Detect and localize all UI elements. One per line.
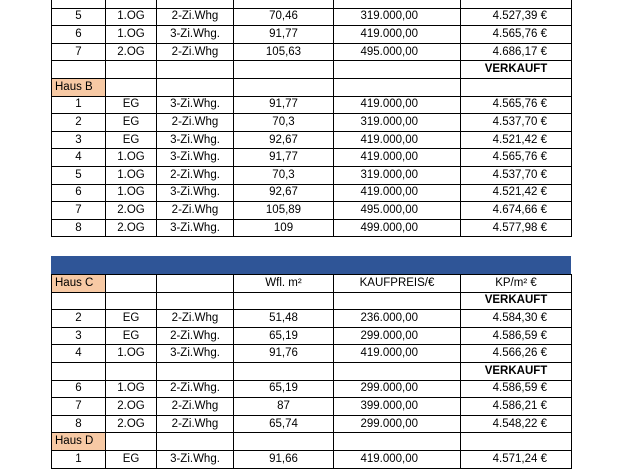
cell-unit-number: 7 <box>52 398 106 416</box>
table-row <box>52 8 572 26</box>
cell-purchase-price <box>334 0 461 8</box>
table-row <box>52 202 572 220</box>
cell-apartment-type: 3-Zi.Whg. <box>157 149 234 167</box>
cell-apartment-type: 2-Zi.Whg <box>157 310 234 328</box>
cell-floor: EG <box>106 131 157 149</box>
cell-price-per-m2: 4.565,76 € <box>461 26 572 44</box>
cell-floor: 1.OG <box>106 8 157 26</box>
cell-unit-number: 4 <box>52 149 106 167</box>
cell-floor: 2.OG <box>106 415 157 433</box>
cell-price-per-m2: 4.565,76 € <box>461 149 572 167</box>
cell-floor: 2.OG <box>106 219 157 237</box>
cell-living-area: 65,19 <box>234 327 334 345</box>
cell-purchase-price: 319.000,00 <box>334 166 461 184</box>
cell-price-per-m2: 4.537,70 € <box>461 114 572 132</box>
cell-empty <box>157 275 234 293</box>
cell-empty <box>234 433 334 451</box>
cell-living-area: 105,89 <box>234 202 334 220</box>
cell-unit-number: 7 <box>52 202 106 220</box>
cell-unit-number: 8 <box>52 415 106 433</box>
cell-price-per-m2: 4.577,98 € <box>461 219 572 237</box>
cell-apartment-type: 2-Zi.Whg <box>157 8 234 26</box>
cell-unit-number: 1 <box>52 96 106 114</box>
table-row <box>52 166 572 184</box>
cell-apartment-type: 3-Zi.Whg. <box>157 345 234 363</box>
cell-purchase-price: 419.000,00 <box>334 184 461 202</box>
table-row <box>52 450 572 468</box>
cell-purchase-price: 419.000,00 <box>334 96 461 114</box>
haus-header-row <box>52 275 572 293</box>
table-row <box>52 184 572 202</box>
cell-unit-number: 2 <box>52 310 106 328</box>
cell-living-area: 65,19 <box>234 380 334 398</box>
cell-living-area: 65,74 <box>234 415 334 433</box>
haus-label: Haus C <box>52 275 106 293</box>
cell-empty <box>234 61 334 79</box>
table-row <box>52 327 572 345</box>
cell-floor: 1.OG <box>106 26 157 44</box>
cell-empty <box>334 433 461 451</box>
cell-apartment-type: 2-Zi.Whg <box>157 398 234 416</box>
cell-apartment-type: 2-Zi.Whg <box>157 202 234 220</box>
cell-living-area: 92,67 <box>234 184 334 202</box>
status-badge: VERKAUFT <box>461 362 572 380</box>
cell-living-area: 51,48 <box>234 310 334 328</box>
cell-empty <box>334 61 461 79</box>
cell-purchase-price: 495.000,00 <box>334 202 461 220</box>
cell-apartment-type: 3-Zi.Whg. <box>157 26 234 44</box>
cell-purchase-price: 299.000,00 <box>334 327 461 345</box>
cell-purchase-price: 319.000,00 <box>334 8 461 26</box>
cell-price-per-m2: 4.686,17 € <box>461 43 572 61</box>
cell-empty <box>157 433 234 451</box>
cell-empty <box>234 362 334 380</box>
cell-purchase-price: 236.000,00 <box>334 310 461 328</box>
haus-header-row <box>52 78 572 96</box>
cell-purchase-price: 495.000,00 <box>334 43 461 61</box>
cell-unit-number <box>52 0 106 8</box>
haus-label: Haus B <box>52 78 106 96</box>
table-row <box>52 380 572 398</box>
cell-price-per-m2: 4.565,76 € <box>461 96 572 114</box>
cell-unit-number: 8 <box>52 219 106 237</box>
cell-price-per-m2: 4.586,59 € <box>461 327 572 345</box>
cell-living-area: 91,77 <box>234 26 334 44</box>
table-row <box>52 415 572 433</box>
cell-floor: 1.OG <box>106 184 157 202</box>
cell-apartment-type: 2-Zi.Whg <box>157 43 234 61</box>
cell-floor: 1.OG <box>106 345 157 363</box>
cell-apartment-type <box>157 0 234 8</box>
cell-floor <box>106 0 157 8</box>
cell-living-area: 70,3 <box>234 166 334 184</box>
cell-price-per-m2 <box>461 0 572 8</box>
table-row <box>52 219 572 237</box>
column-header-wfl: Wfl. m² <box>234 275 334 293</box>
cell-empty <box>52 292 106 310</box>
cell-floor: 1.OG <box>106 380 157 398</box>
cell-unit-number: 6 <box>52 26 106 44</box>
cell-floor: EG <box>106 114 157 132</box>
cell-apartment-type: 2-Zi.Whg. <box>157 327 234 345</box>
cell-unit-number: 5 <box>52 166 106 184</box>
cell-living-area: 70,46 <box>234 8 334 26</box>
cell-living-area <box>234 0 334 8</box>
status-badge: VERKAUFT <box>461 292 572 310</box>
cell-purchase-price: 419.000,00 <box>334 450 461 468</box>
table-row <box>52 43 572 61</box>
cell-empty <box>234 292 334 310</box>
cell-price-per-m2: 4.586,59 € <box>461 380 572 398</box>
cell-empty <box>461 433 572 451</box>
cell-purchase-price: 419.000,00 <box>334 26 461 44</box>
haus-label: Haus D <box>52 433 106 451</box>
cell-empty <box>157 292 234 310</box>
cell-living-area: 105,63 <box>234 43 334 61</box>
cell-empty <box>334 78 461 96</box>
cell-floor: EG <box>106 310 157 328</box>
cell-price-per-m2: 4.584,30 € <box>461 310 572 328</box>
cell-living-area: 91,77 <box>234 96 334 114</box>
column-header-kp-m2: KP/m² € <box>461 275 572 293</box>
cell-apartment-type: 2-Zi.Whg <box>157 415 234 433</box>
cell-unit-number: 3 <box>52 131 106 149</box>
cell-empty <box>106 61 157 79</box>
haus-header-row <box>52 433 572 451</box>
table-row <box>52 114 572 132</box>
cell-empty <box>234 78 334 96</box>
cell-empty <box>157 78 234 96</box>
table-row <box>52 398 572 416</box>
cell-unit-number: 1 <box>52 450 106 468</box>
cell-unit-number: 5 <box>52 8 106 26</box>
cell-floor: 2.OG <box>106 398 157 416</box>
cell-apartment-type: 3-Zi.Whg. <box>157 96 234 114</box>
cell-floor: 1.OG <box>106 166 157 184</box>
cell-empty <box>334 362 461 380</box>
cell-living-area: 70,3 <box>234 114 334 132</box>
table-row <box>52 96 572 114</box>
cell-empty <box>334 292 461 310</box>
cell-unit-number: 2 <box>52 114 106 132</box>
cell-apartment-type: 3-Zi.Whg. <box>157 450 234 468</box>
cell-floor: 2.OG <box>106 202 157 220</box>
status-row <box>52 61 572 79</box>
cell-empty <box>106 362 157 380</box>
table-row <box>52 310 572 328</box>
status-badge: VERKAUFT <box>461 61 572 79</box>
section-divider-band <box>51 256 571 274</box>
cell-purchase-price: 419.000,00 <box>334 149 461 167</box>
cell-apartment-type: 3-Zi.Whg. <box>157 219 234 237</box>
cell-purchase-price: 499.000,00 <box>334 219 461 237</box>
cell-unit-number: 6 <box>52 380 106 398</box>
cell-apartment-type: 3-Zi.Whg. <box>157 184 234 202</box>
cell-price-per-m2: 4.566,26 € <box>461 345 572 363</box>
cell-floor: EG <box>106 327 157 345</box>
status-row <box>52 292 572 310</box>
column-header-kaufpreis: KAUFPREIS/€ <box>334 275 461 293</box>
table-row <box>52 149 572 167</box>
cell-purchase-price: 399.000,00 <box>334 398 461 416</box>
cell-apartment-type: 2-Zi.Whg. <box>157 166 234 184</box>
cell-living-area: 91,77 <box>234 149 334 167</box>
cell-empty <box>106 292 157 310</box>
cell-purchase-price: 419.000,00 <box>334 131 461 149</box>
cell-unit-number: 4 <box>52 345 106 363</box>
cell-empty <box>461 78 572 96</box>
table-row <box>52 26 572 44</box>
status-row <box>52 362 572 380</box>
cell-living-area: 91,66 <box>234 450 334 468</box>
cell-price-per-m2: 4.521,42 € <box>461 184 572 202</box>
cell-purchase-price: 299.000,00 <box>334 415 461 433</box>
cell-price-per-m2: 4.521,42 € <box>461 131 572 149</box>
price-table-top <box>51 0 572 237</box>
cell-price-per-m2: 4.527,39 € <box>461 8 572 26</box>
price-table-bottom <box>51 274 572 469</box>
table-row <box>52 131 572 149</box>
cell-apartment-type: 2-Zi.Whg. <box>157 380 234 398</box>
cell-purchase-price: 299.000,00 <box>334 380 461 398</box>
cell-price-per-m2: 4.571,24 € <box>461 450 572 468</box>
cell-empty <box>106 78 157 96</box>
cell-price-per-m2: 4.537,70 € <box>461 166 572 184</box>
cell-floor: EG <box>106 450 157 468</box>
cell-unit-number: 6 <box>52 184 106 202</box>
cell-apartment-type: 3-Zi.Whg. <box>157 131 234 149</box>
cell-unit-number: 7 <box>52 43 106 61</box>
table-row <box>52 345 572 363</box>
cell-living-area: 91,76 <box>234 345 334 363</box>
cell-purchase-price: 319.000,00 <box>334 114 461 132</box>
cell-floor: 1.OG <box>106 149 157 167</box>
cell-unit-number: 3 <box>52 327 106 345</box>
cell-price-per-m2: 4.586,21 € <box>461 398 572 416</box>
cell-living-area: 87 <box>234 398 334 416</box>
cell-floor: 2.OG <box>106 43 157 61</box>
cell-empty <box>106 433 157 451</box>
cell-empty <box>52 61 106 79</box>
cell-price-per-m2: 4.548,22 € <box>461 415 572 433</box>
table-row <box>52 0 572 8</box>
cell-empty <box>157 61 234 79</box>
cell-living-area: 109 <box>234 219 334 237</box>
cell-apartment-type: 2-Zi.Whg <box>157 114 234 132</box>
cell-floor: EG <box>106 96 157 114</box>
cell-empty <box>52 362 106 380</box>
cell-purchase-price: 419.000,00 <box>334 345 461 363</box>
cell-living-area: 92,67 <box>234 131 334 149</box>
cell-price-per-m2: 4.674,66 € <box>461 202 572 220</box>
cell-empty <box>157 362 234 380</box>
cell-empty <box>106 275 157 293</box>
